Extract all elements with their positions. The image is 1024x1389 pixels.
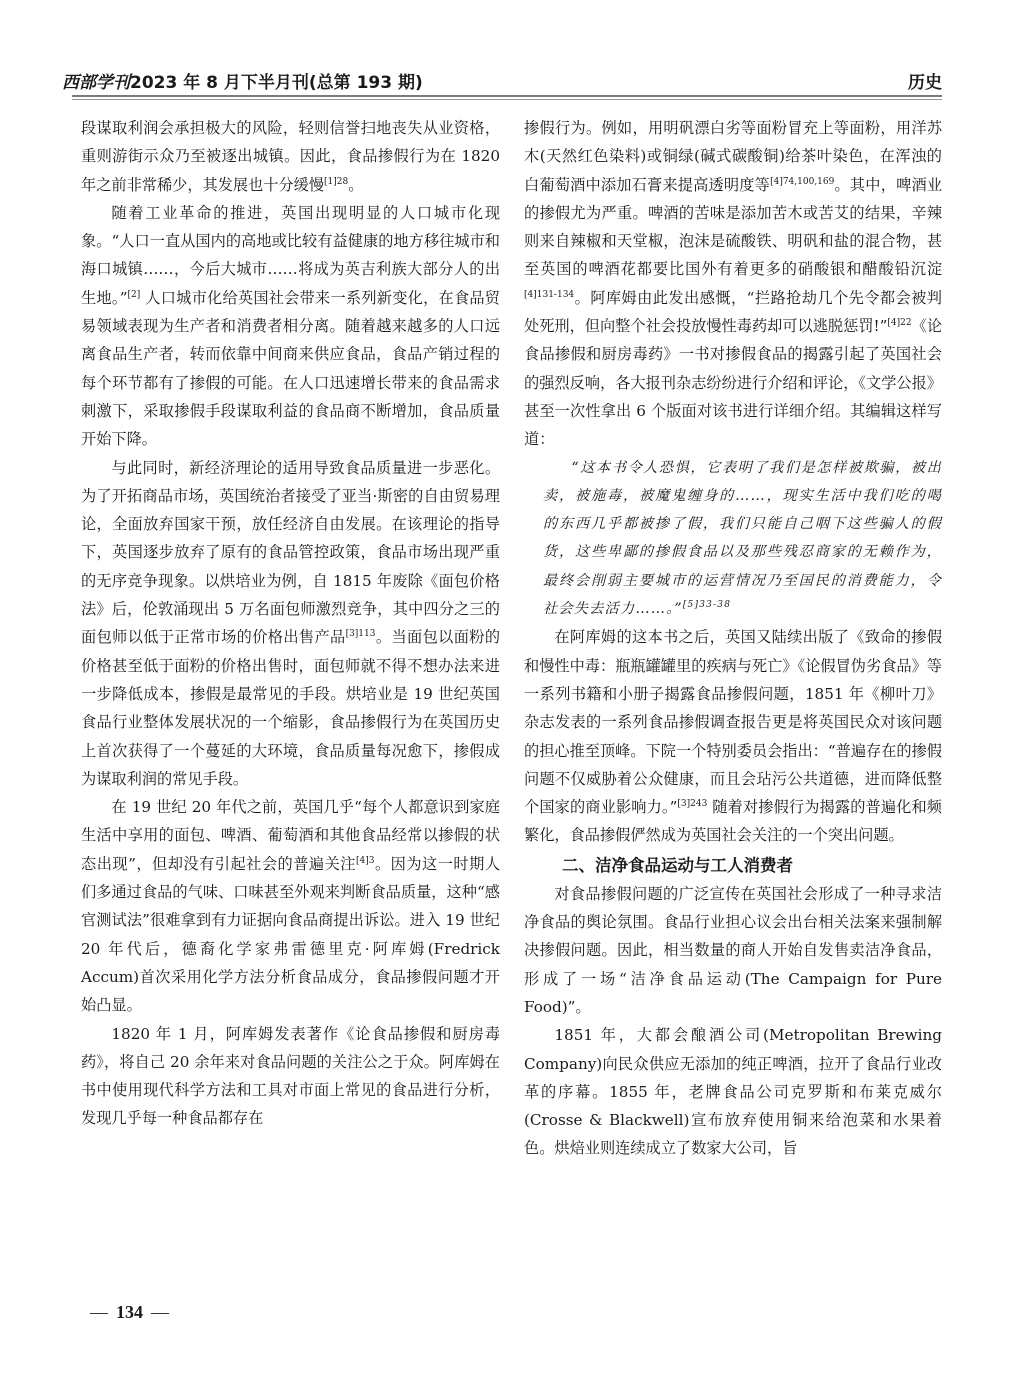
citation: [4]74,100,169	[770, 176, 835, 187]
citation: [4]131-134	[524, 289, 575, 300]
paragraph	[81, 199, 500, 454]
section-heading: 二、洁净食品运动与工人消费者	[562, 855, 793, 875]
paragraph	[81, 1020, 500, 1133]
page-number-value: 134	[116, 1302, 143, 1322]
paragraph-text: 1820 年 1 月，阿库姆发表著作《论食品掺假和厨房毒药》，将自己 20 余年来对食品问题的关注公之于众。阿库姆在书中使用现代科学方法和工具对市面上常见的食品进行分析，发现几乎每一种食品都存在	[81, 1024, 500, 1128]
right-column	[524, 114, 942, 1163]
paragraph-text: 人口城市化给英国社会带来一系列新变化，在食品贸易领域表现为生产者和消费者相分离。随着越来越多的人口远离食品生产者，转而依靠中间商来供应食品，食品产销过程的每个环节都有了掺假的可能。在人口迅速增长带来的食品需求刺激下，采取掺假手段谋取利益的食品商不断增加，食品质量开始下降。	[81, 288, 500, 449]
paragraph	[81, 793, 500, 1019]
citation: [1]28	[324, 176, 349, 187]
paragraph-text: 。	[348, 175, 364, 194]
journal-issue	[62, 68, 423, 93]
paragraph	[524, 623, 942, 849]
citation: [4]22	[887, 318, 912, 329]
citation: [4]3	[356, 855, 375, 866]
paragraph	[81, 114, 500, 199]
paragraph-text: 在阿库姆的这本书之后，英国又陆续出版了《致命的掺假和慢性中毒：瓶瓶罐罐里的疾病与死亡》《论假冒伪劣食品》等一系列书籍和小册子揭露食品掺假问题，1851 年《柳叶刀》杂志发表的一系列食品掺假调查报告更是将英国民众对该问题的担心推至顶峰。下院一个特别委员会指出：“普遍存在的掺假问题不仅威胁着公众健康，而且会玷污公共道德，进而降低整个国家的商业影响力。”	[524, 628, 942, 817]
paragraph: 对食品掺假问题的广泛宣传在英国社会形成了一种寻求洁净食品的舆论氛围。食品行业担心议会出台相关法案来强制解决掺假问题。因此，相当数量的商人开始自发售卖洁净食品，形成了一场“洁净食品运动(The Campaign for Pure Food)”。	[524, 884, 942, 1016]
paragraph-text: 掺假行为。例如，用明矾漂白劣等面粉冒充上等面粉，用洋苏木(天然红色染料)或铜绿(碱式碳酸铜)给茶叶染色，在浑浊的白葡萄酒中添加石膏来提高透明度等	[524, 119, 942, 194]
paragraph: 1851 年，大都会酿酒公司(Metropolitan Brewing Company)向民众供应无添加的纯正啤酒，拉开了食品行业改革的序幕。1855 年，老牌食品公司克罗斯和布莱克威尔(Crosse & Blackwell)宣布放弃使用铜来给泡菜和水果着色。烘焙业则连续成立了数家大公司，旨	[524, 1026, 942, 1158]
issue-label: 2023 年 8 月下半月刊(总第 193 期)	[130, 73, 423, 93]
paragraph-text: 。阿库姆由此发出感慨，“拦路抢劫几个先令都会被判处死刑，但向整个社会投放慢性毒药却可以逃脱惩罚!”	[524, 288, 942, 336]
dash-left: —	[90, 1302, 108, 1322]
running-header	[62, 66, 942, 94]
section-label: 历史	[908, 73, 942, 93]
paragraph-text: 《论食品掺假和厨房毒药》一书对掺假食品的揭露引起了英国社会的强烈反响，各大报刊杂志纷纷进行介绍和评论，《文学公报》甚至一次性拿出 6 个版面对该书进行详细介绍。其编辑这样写道：	[524, 317, 943, 449]
block-quote	[524, 454, 942, 624]
paragraph-text: 随着对掺假行为揭露的普遍化和频繁化，食品掺假俨然成为英国社会关注的一个突出问题。	[524, 798, 942, 845]
header-rule-thick	[72, 95, 942, 97]
paragraph-text: 。其中，啤酒业的掺假尤为严重。啤酒的苦味是添加苦木或苦艾的结果，辛辣则来自辣椒和天堂椒，泡沫是硫酸铁、明矾和盐的混合物，甚至英国的啤酒花都要比国外有着更多的硝酸银和醋酸铅沉淀	[524, 175, 943, 279]
journal-logo: 西部学刊	[62, 73, 130, 93]
paragraph-text: 与此同时，新经济理论的适用导致食品质量进一步恶化。为了开拓商品市场，英国统治者接受了亚当·斯密的自由贸易理论，全面放弃国家干预，放任经济自由发展。在该理论的指导下，英国逐步放弃了原有的食品管控政策，食品市场出现严重的无序竞争现象。以烘培业为例，自 1815 年废除《面包价格法》后，伦敦涌现出 5 万名面包师激烈竞争，其中四分之三的面包师以低于正常市场的价格出售产品	[81, 458, 500, 647]
page-number	[82, 1302, 177, 1323]
citation: [3]243	[677, 799, 708, 810]
quote-text: “这本书令人恐惧，它表明了我们是怎样被欺骗，被出卖，被施毒，被魔鬼缠身的……，现实生活中我们吃的喝的东西几乎都被掺了假，我们只能自己咽下这些骗人的假货，这些卑鄙的掺假食品以及那些残忍商家的无赖作为，最终会削弱主要城市的运营情况乃至国民的消费能力，令社会失去活力……。”	[543, 459, 942, 618]
citation: [3]113	[345, 629, 376, 640]
paragraph-text: 随着工业革命的推进，英国出现明显的人口城市化现象。“人口一直从国内的高地或比较有益健康的地方移往城市和海口城镇……，今后大城市……将成为英吉利族大部分人的出生地。”	[81, 203, 500, 307]
paragraph-text: 段谋取利润会承担极大的风险，轻则信誉扫地丧失从业资格，重则游街示众乃至被逐出城镇。因此，食品掺假行为在 1820 年之前非常稀少，其发展也十分缓慢	[81, 119, 500, 194]
left-column	[81, 114, 500, 1133]
paragraph-text: 。因为这一时期人们多通过食品的气味、口味甚至外观来判断食品质量，这种“感官测试法”很难拿到有力证据向食品商提出诉讼。进入 19 世纪 20 年代后，德裔化学家弗雷德里克·阿库姆(Fredrick Accum)首次采用化学方法分析食品成分，食品掺假问题才开始凸显。	[81, 854, 501, 1015]
paragraph-text: 。当面包以面粉的价格甚至低于面粉的价格出售时，面包师就不得不想办法来进一步降低成本，掺假是最常见的手段。烘培业是 19 世纪英国食品行业整体发展状况的一个缩影，食品掺假行为在英国历史上首次获得了一个蔓延的大环境，食品质量每况愈下，掺假成为谋取利润的常见手段。	[81, 628, 500, 788]
paragraph-text: 在 19 世纪 20 年代之前，英国几乎“每个人都意识到家庭生活中享用的面包、啤酒、葡萄酒和其他食品经常以掺假的状态出现”，但却没有引起社会的普遍关注	[81, 798, 500, 873]
citation: [2]	[127, 289, 141, 300]
paragraph	[81, 454, 500, 794]
header-rule-thin	[72, 99, 942, 100]
citation: [5]33-38	[682, 600, 732, 611]
paragraph	[524, 114, 942, 454]
dash-right: —	[151, 1302, 169, 1322]
